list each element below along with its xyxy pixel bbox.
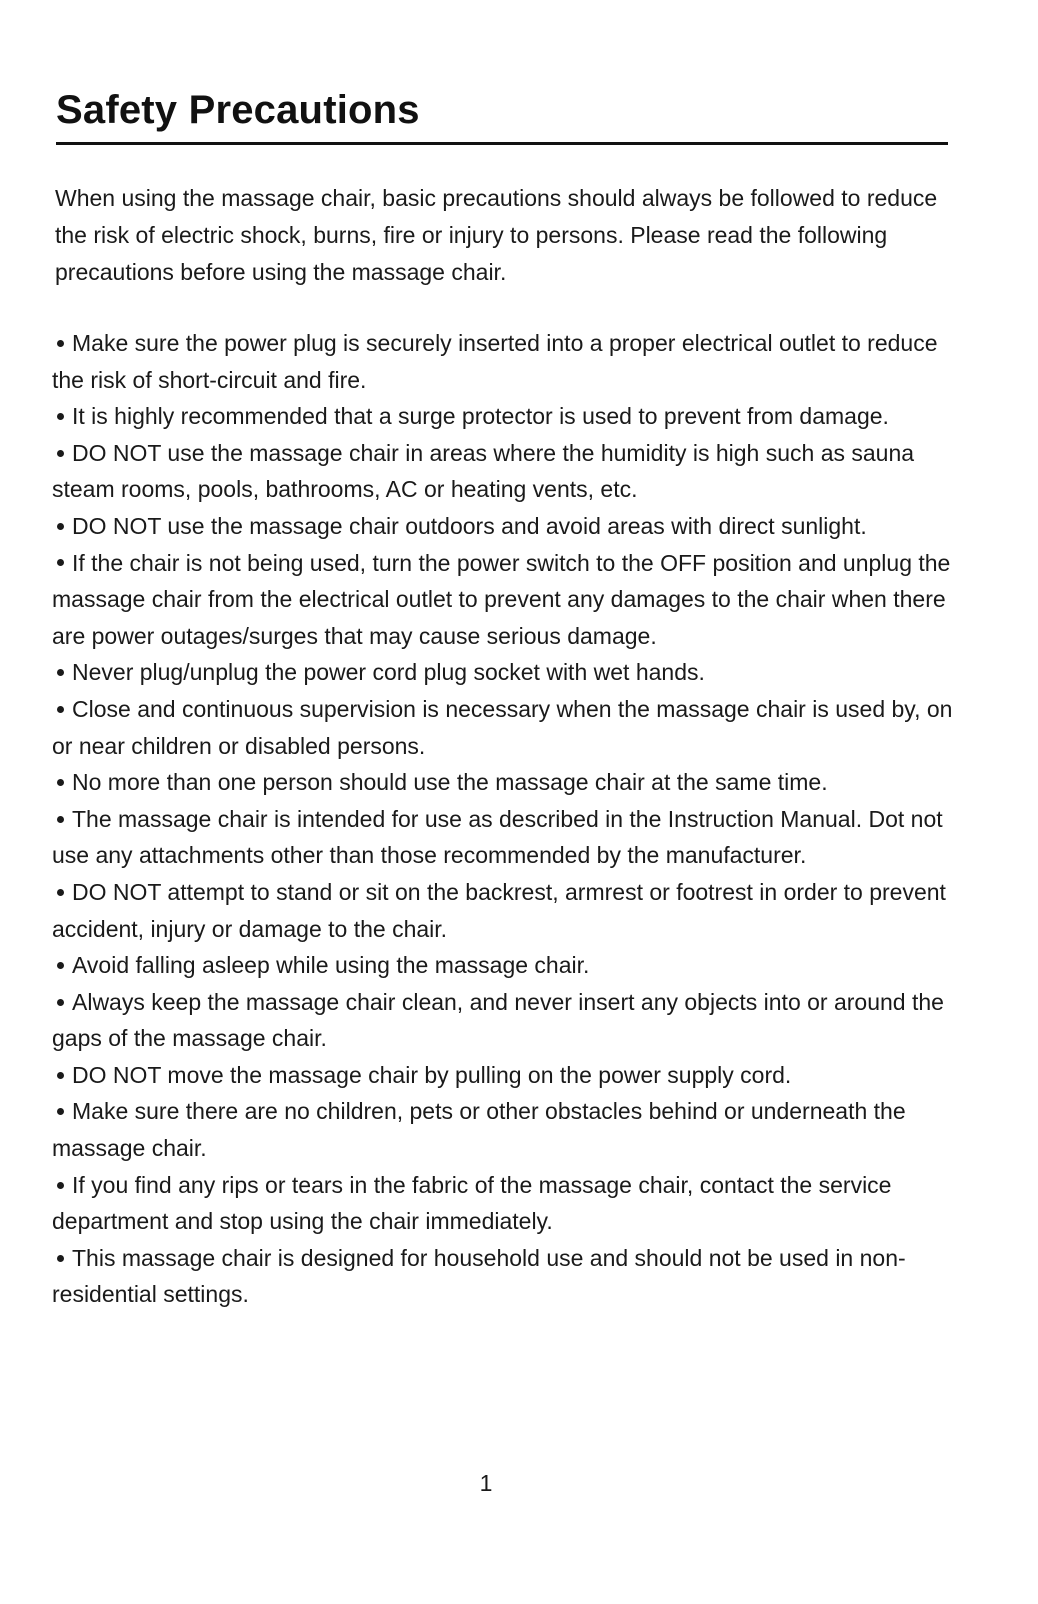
- precaution-item: [52, 1093, 962, 1166]
- precaution-text: This massage chair is designed for household use and should not be used in non-residential settings.: [52, 1244, 906, 1308]
- precaution-text: If you find any rips or tears in the fabric of the massage chair, contact the service department and stop using the chair immediately.: [52, 1171, 892, 1235]
- precaution-item: [52, 764, 962, 801]
- precaution-text: DO NOT attempt to stand or sit on the backrest, armrest or footrest in order to prevent accident, injury or damage to the chair.: [52, 878, 946, 942]
- precaution-text: Never plug/unplug the power cord plug socket with wet hands.: [72, 659, 705, 686]
- bullet-icon: [57, 669, 64, 676]
- bullet-icon: [57, 523, 64, 530]
- precaution-item: [52, 508, 962, 545]
- precaution-text: The massage chair is intended for use as described in the Instruction Manual. Dot not use any attachments other than those recommended by the manufacturer.: [52, 805, 943, 869]
- bullet-icon: [57, 450, 64, 457]
- precaution-text: Close and continuous supervision is necessary when the massage chair is used by, on or near children or disabled persons.: [52, 695, 953, 759]
- precautions-list: [52, 325, 962, 1313]
- bullet-icon: [57, 340, 64, 347]
- precaution-item: [52, 1240, 962, 1313]
- precaution-item: [52, 691, 962, 764]
- precaution-item: [52, 545, 962, 655]
- bullet-icon: [57, 999, 64, 1006]
- precaution-text: It is highly recommended that a surge protector is used to prevent from damage.: [72, 403, 889, 430]
- precaution-item: [52, 398, 962, 435]
- bullet-icon: [57, 962, 64, 969]
- bullet-icon: [57, 816, 64, 823]
- precaution-text: DO NOT use the massage chair in areas where the humidity is high such as sauna steam rooms, pools, bathrooms, AC or heating vents, etc.: [52, 439, 915, 503]
- page-number: 1: [479, 1470, 493, 1496]
- intro-paragraph: When using the massage chair, basic precautions should always be followed to reduce the risk of electric shock, burns, fire or injury to persons. Please read the following precautions before using the massage chair.: [55, 185, 938, 285]
- precaution-text: Always keep the massage chair clean, and never insert any objects into or around the gaps of the massage chair.: [52, 988, 944, 1052]
- precaution-item: [52, 874, 962, 947]
- precaution-item: [52, 1167, 962, 1240]
- bullet-icon: [57, 779, 64, 786]
- precaution-item: [52, 654, 962, 691]
- precaution-item: [52, 325, 962, 398]
- precaution-item: [52, 947, 962, 984]
- precaution-text: DO NOT move the massage chair by pulling on the power supply cord.: [72, 1061, 792, 1088]
- bullet-icon: [57, 413, 64, 420]
- bullet-icon: [57, 1255, 64, 1262]
- precaution-text: Make sure the power plug is securely inserted into a proper electrical outlet to reduce the risk of short-circuit and fire.: [52, 330, 938, 393]
- precaution-item: [52, 1057, 962, 1094]
- precaution-item: [52, 984, 962, 1057]
- precaution-text: No more than one person should use the massage chair at the same time.: [72, 769, 828, 796]
- precaution-text: DO NOT use the massage chair outdoors and avoid areas with direct sunlight.: [72, 512, 867, 539]
- page-title: Safety Precautions: [56, 88, 420, 132]
- precaution-item: [52, 435, 962, 508]
- precaution-text: Make sure there are no children, pets or other obstacles behind or underneath the massage chair.: [52, 1098, 906, 1162]
- bullet-icon: [57, 1072, 64, 1079]
- precaution-item: [52, 801, 962, 874]
- bullet-icon: [57, 1182, 64, 1189]
- precaution-text: Avoid falling asleep while using the massage chair.: [72, 952, 590, 979]
- bullet-icon: [57, 1108, 64, 1115]
- precaution-text: If the chair is not being used, turn the power switch to the OFF position and unplug the massage chair from the electrical outlet to prevent any damages to the chair when there are power outages/surges that may cause serious damage.: [52, 549, 951, 649]
- title-divider: [56, 142, 948, 145]
- bullet-icon: [57, 889, 64, 896]
- bullet-icon: [57, 559, 64, 566]
- bullet-icon: [57, 706, 64, 713]
